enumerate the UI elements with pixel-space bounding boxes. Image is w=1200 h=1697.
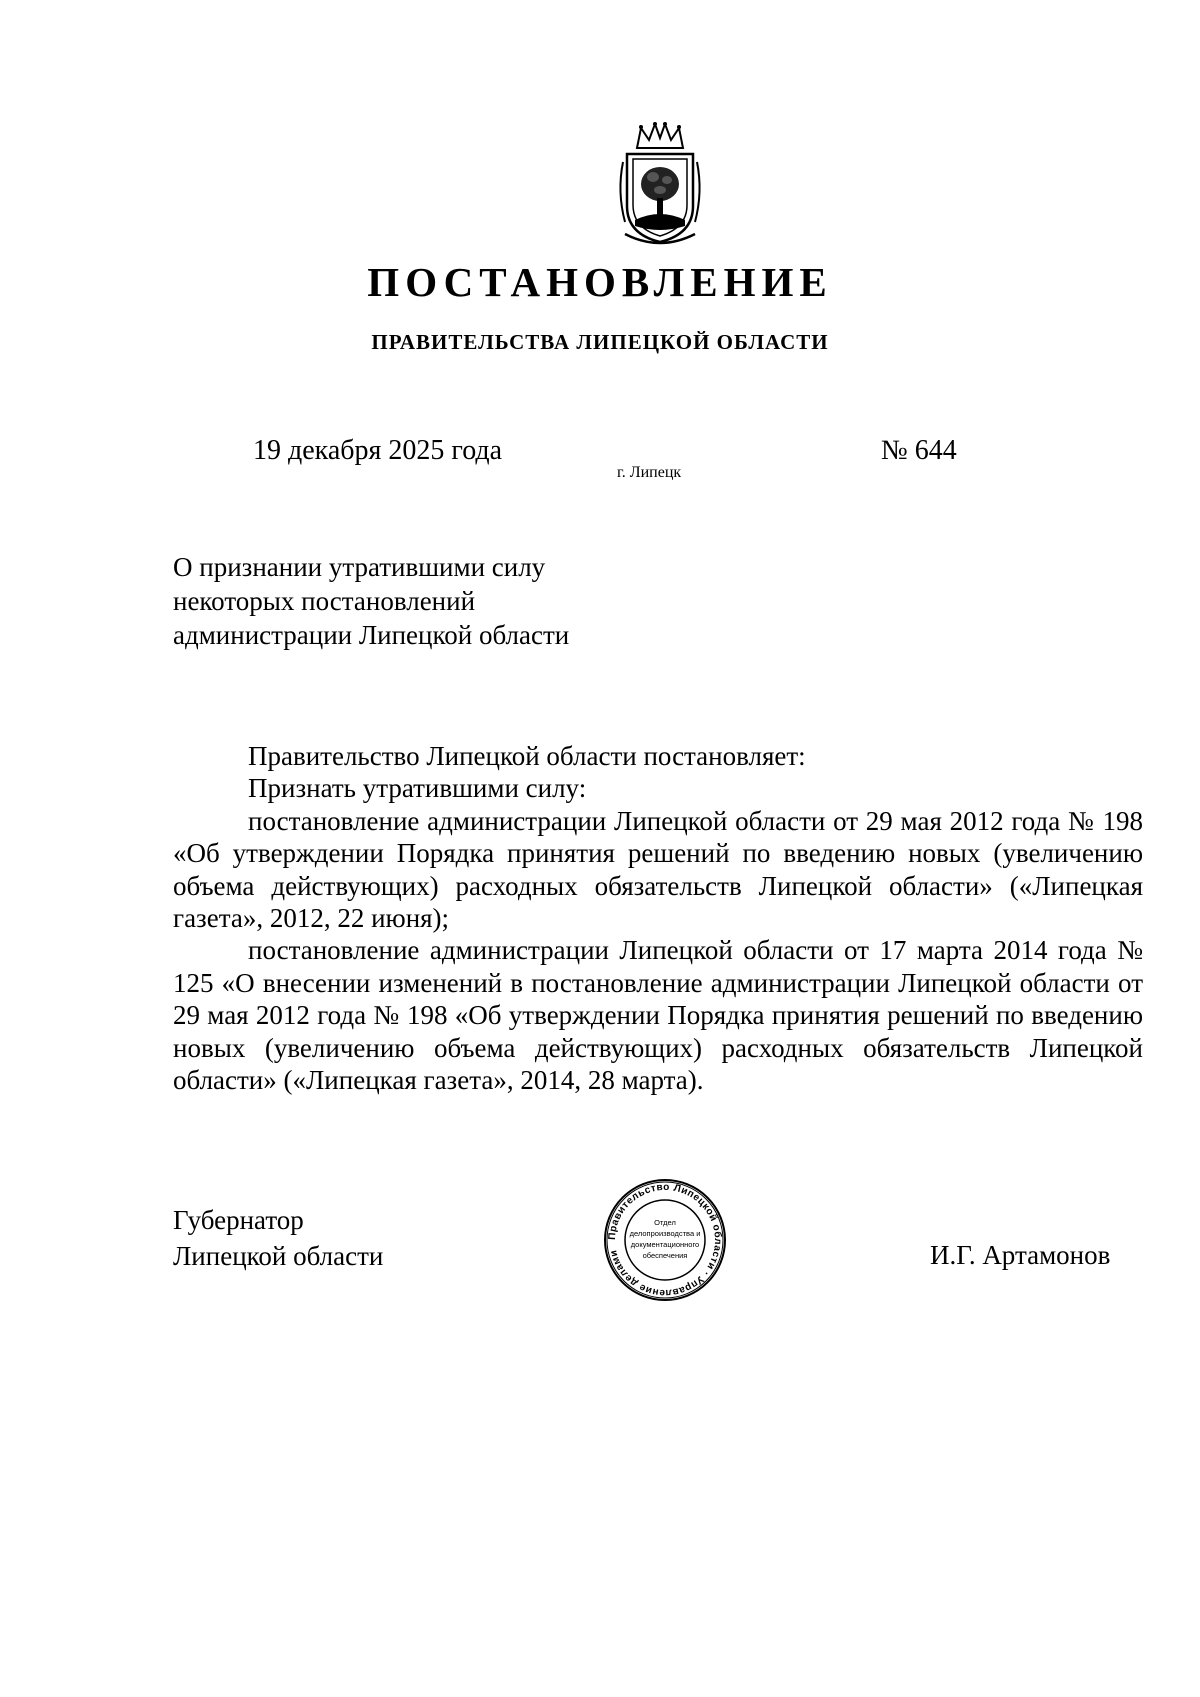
document-issuer: ПРАВИТЕЛЬСТВА ЛИПЕЦКОЙ ОБЛАСТИ (371, 330, 829, 354)
signatory-position-line: Губернатор (173, 1205, 304, 1235)
body-item: постановление администрации Липецкой области от 29 мая 2012 года № 198 «Об утверждении Порядка принятия решений по введению новых (увеличению объема действующих) расходных обязательств Липецкой области» («Липецкая газета», 2012, 22 июня); (173, 805, 1143, 934)
stamp-inner-line: делопроизводства и (629, 1229, 701, 1238)
stamp-outer-text: Правительство Липецкой области · Управление делами (606, 1181, 724, 1299)
body-decision: Признать утратившими силу: (248, 773, 587, 804)
document-date: 19 декабря 2025 года (253, 435, 503, 466)
document-subject (173, 550, 673, 652)
stamp-inner-line: обеспечения (642, 1251, 688, 1260)
document-place: г. Липецк (617, 464, 682, 481)
signatory-name: И.Г. Артамонов (930, 1240, 1111, 1270)
stamp-inner-line: документационного (630, 1240, 700, 1249)
document-number: № 644 (881, 435, 957, 466)
round-seal-icon (602, 1177, 728, 1303)
subject-line: администрации Липецкой области (173, 620, 570, 650)
lipetsk-coat-of-arms-icon (615, 122, 705, 250)
document-title: ПОСТАНОВЛЕНИЕ (367, 259, 833, 305)
stamp-inner-line: Отдел (654, 1218, 676, 1227)
body-item: постановление администрации Липецкой области от 17 марта 2014 года № 125 «О внесении изменений в постановление администрации Липецкой области от 29 мая 2012 года № 198 «Об утверждении Порядка принятия решений по введению новых (увеличению объема действующих) расходных обязательств Липецкой области» («Липецкая газета», 2014, 28 марта). (173, 935, 1143, 1096)
document-body (173, 740, 1143, 1096)
signatory-position (173, 1202, 383, 1274)
signatory-position-line: Липецкой области (173, 1241, 384, 1271)
subject-line: некоторых постановлений (173, 586, 476, 616)
subject-line: О признании утратившими силу (173, 552, 546, 582)
body-intro: Правительство Липецкой области постановляет: (248, 741, 806, 771)
